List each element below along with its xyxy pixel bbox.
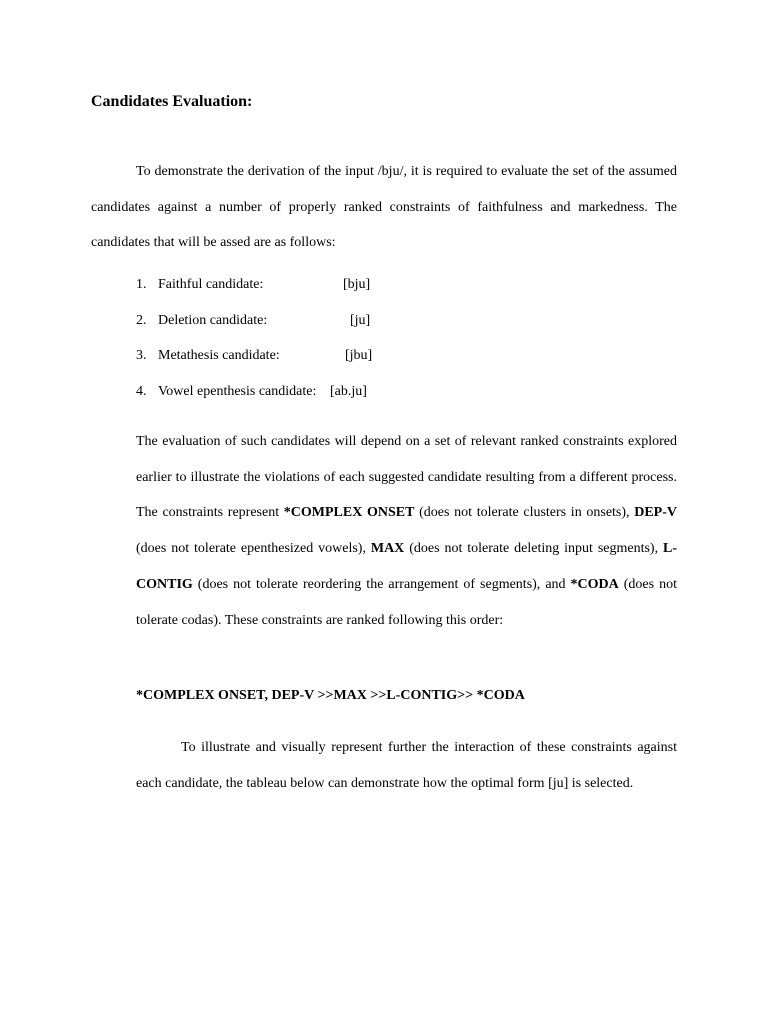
candidate-form: [ab.ju]: [330, 384, 367, 400]
constraint-dep-v: DEP-V: [634, 505, 677, 521]
list-number: 3.: [136, 348, 147, 364]
list-number: 1.: [136, 277, 147, 292]
constraint-ranking: *COMPLEX ONSET, DEP-V >>MAX >>L-CONTIG>> *CODA: [136, 688, 525, 703]
conclusion-text: To illustrate and visually represent further the interaction of these constraints against each candidate, the tableau below can demonstrate how the optimal form [ju] is selected.: [136, 740, 677, 791]
list-number: 4.: [136, 384, 147, 400]
list-item: [136, 341, 536, 377]
evaluation-text: (does not tolerate clusters in onsets),: [414, 505, 635, 521]
evaluation-text: (does not tolerate deleting input segments),: [404, 541, 663, 557]
list-number: 2.: [136, 312, 147, 328]
evaluation-text: (does not tolerate epenthesized vowels),: [136, 541, 371, 557]
conclusion-paragraph: [136, 730, 677, 801]
list-item: [136, 306, 536, 342]
candidate-label: Vowel epenthesis candidate:: [158, 384, 317, 400]
constraint-coda: *CODA: [570, 576, 619, 592]
evaluation-text: (does not tolerate codas). These constraints are ranked following this order:: [136, 576, 677, 628]
list-item: [136, 377, 536, 413]
constraint-complex-onset: *COMPLEX ONSET: [283, 505, 415, 521]
list-item: [136, 270, 536, 306]
constraint-max: MAX: [370, 541, 405, 557]
candidate-form: [jbu]: [345, 348, 373, 364]
intro-paragraph: [91, 154, 677, 261]
section-heading: Candidates Evaluation:: [91, 93, 253, 110]
candidate-list: [136, 270, 536, 413]
evaluation-paragraph: [136, 424, 677, 638]
candidate-form: [ju]: [350, 312, 371, 328]
evaluation-text: The evaluation of such candidates will depend on a set of relevant ranked constraints explored earlier to illustrate the violations of each suggested candidate resulting from a different process. The constraints represent: [136, 434, 677, 521]
candidate-label: Faithful candidate:: [158, 277, 264, 292]
constraint-l-contig: L-CONTIG: [136, 541, 677, 592]
candidate-label: Deletion candidate:: [158, 312, 268, 328]
candidate-form: [bju]: [343, 277, 371, 292]
intro-text: To demonstrate the derivation of the input /bju/, it is required to evaluate the set of the assumed candidates against a number of properly ranked constraints of faithfulness and markedness. The candidates that will be assed are as follows:: [91, 164, 677, 250]
candidate-label: Metathesis candidate:: [158, 348, 280, 364]
evaluation-text: (does not tolerate reordering the arrangement of segments), and: [192, 576, 571, 592]
